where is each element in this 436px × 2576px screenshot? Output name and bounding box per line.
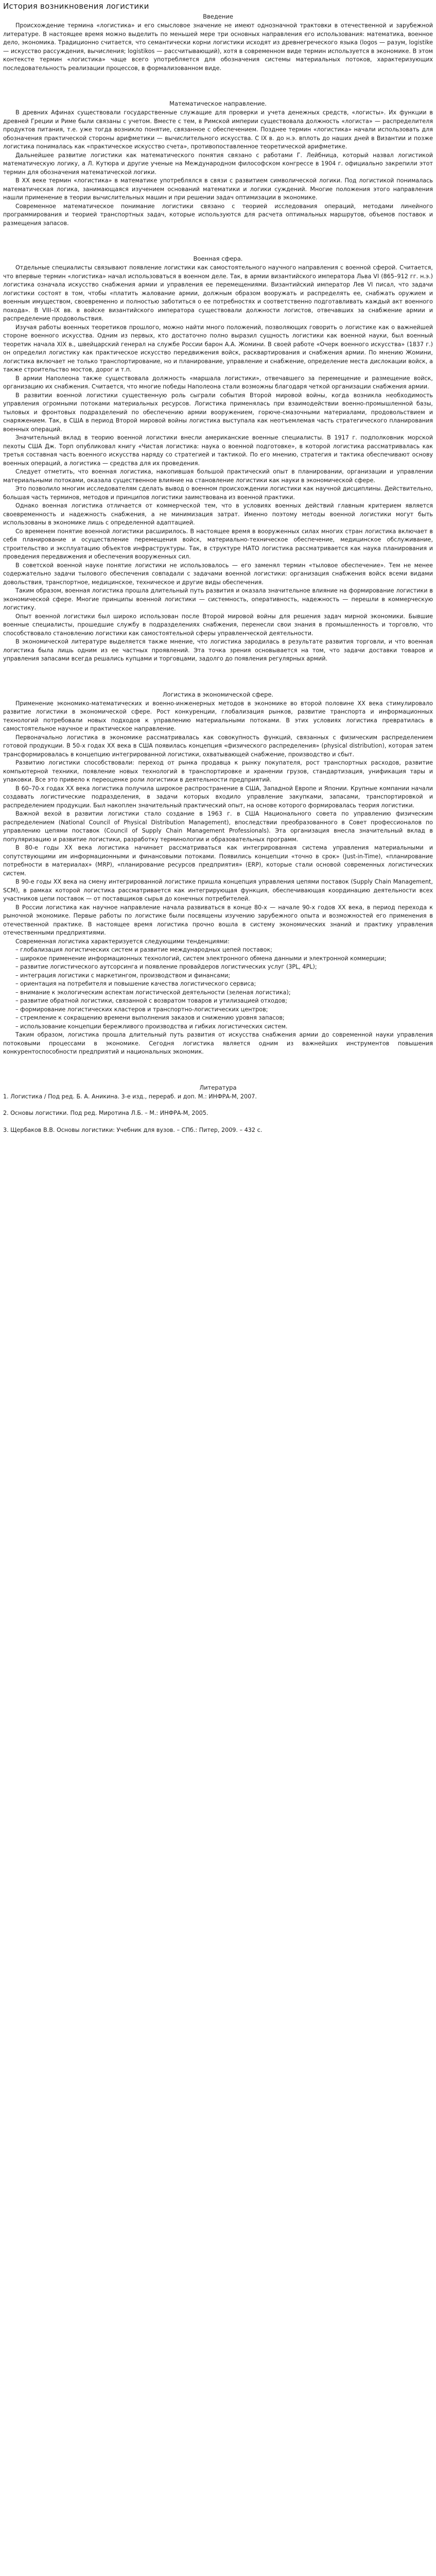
math-paragraph: Современное математическое понимание логистики связано с теорией исследования операций, методами линейного программирования и теорией транспортных задач, которые используются для расчета оптимальных маршрутов, объемов поставок и размещения запасов.: [3, 202, 433, 227]
economics-list-item: – использование концепции бережливого производства и гибких логистических систем.: [15, 1023, 288, 1030]
military-paragraph: Однако военная логистика отличается от коммерческой тем, что в условиях военных действий главным критерием является своевременность и надежность снабжения, а не минимизация затрат. Именно поэтому методы военной логистики могут быть использованы в экономике лишь с определенной адаптацией.: [3, 502, 433, 526]
economics-list-item: – широкое применение информационных технологий, систем электронного обмена данными и электронной коммерции;: [15, 955, 387, 962]
military-paragraph: Опыт военной логистики был широко использован после Второй мировой войны для решения задач мирной экономики. Бывшие военные специалисты, прошедшие службу в подразделениях снабжения, перенесли свои знания в промышленность и торговлю, что способствовало становлению логистики как самостоятельной сферы управленческой деятельности.: [3, 613, 433, 637]
military-paragraph: В советской военной науке понятие логистики не использовалось — его заменял термин «тыловое обеспечение». Тем не менее содержательно задачи тылового обеспечения совпадали с задачами военной логистики: организация снабжения войск всеми видами довольствия, транспортное, медицинское, техническое и другие виды обеспечения.: [3, 562, 433, 586]
economics-paragraph: В 80-е годы ХХ века логистика начинает рассматриваться как интегрированная система управления материальными и сопутствующими им информационными и финансовыми потоками. Появились концепции «точно в срок» (Just-in-Time), «планирование потребности в материалах» (MRP), «планирование ресурсов предприятия» (ERP), которые стали основой современных логистических систем.: [3, 844, 433, 877]
reference-item: 3. Щербаков В.В. Основы логистики: Учебник для вузов. – СПб.: Питер, 2009. – 432 с.: [3, 1126, 263, 1133]
economics-paragraph: В России логистика как научное направление начала развиваться в конце 80-х — начале 90-х годов ХХ века, в период перехода к рыночной экономике. Первые работы по логистике были посвящены изучению зарубежного опыта и возможностей его применения в отечественной практике. В настоящее время логистика прочно вошла в систему экономических знаний и практику управления отечественными предприятиями.: [3, 904, 433, 936]
military-paragraph: В армии Наполеона также существовала должность «маршала логистики», отвечавшего за перемещение и размещение войск, организацию их снабжения. Считается, что многие победы Наполеона стали возможны благодаря четкой организации снабжения армии.: [3, 375, 433, 390]
economics-list-item: – развитие логистического аутсорсинга и появление провайдеров логистических услуг (3PL, 4PL);: [15, 963, 317, 970]
economics-paragraph: Применение экономико-математических и военно-инженерных методов в экономике во второй половине XX века стимулировало развитие логистики в экономической сфере. Рост конкуренции, глобализация рынков, развитие транспорта и информационных технологий потребовали новых подходов к управлению материальными потоками. В этих условиях логистика превратилась в самостоятельное научное и практическое направление.: [3, 700, 433, 732]
military-paragraph: Отдельные специалисты связывают появление логистики как самостоятельного научного направления с военной сферой. Считается, что впервые термин «логистика» начал использоваться в военном деле. Так, в армии византийского императора Льва VI (865–912 гг. н.э.) логистика означала искусство снабжения армии и управления ее перемещениями. Византийский император Лев VI писал, что задачи логистики состоят в том, чтобы «платить жалование армии, должным образом вооружать и распределять ее, снабжать оружием и военным имуществом, своевременно и полностью заботиться о ее потребностях и соответственно подготавливать каждый акт военного похода». В VIII–IX вв. в войске византийского императора существовали должности логистов, отвечавших за снабжение армии и распределение продовольствия.: [3, 264, 433, 322]
military-paragraph: В развитии военной логистики существенную роль сыграли события Второй мировой войны, когда возникла необходимость управления огромными потоками материальных ресурсов. Логистика применялась при взаимодействии военно-промышленной базы, тыловых и фронтовых подразделений по обеспечению армии вооружением, горюче-смазочными материалами, продовольствием и снаряжением. Так, в США в период Второй мировой войны логистика выступала как неотъемлемая часть стратегического планирования военных операций.: [3, 392, 433, 433]
reference-item: 1. Логистика / Под ред. Б. А. Аникина. 3-е изд., перераб. и доп. М.: ИНФРА-М, 2007.: [3, 1093, 257, 1100]
economics-paragraph: Развитию логистики способствовали: переход от рынка продавца к рынку покупателя, рост транспортных расходов, развитие компьютерной техники, появление новых технологий в транспортировке и хранении грузов, стандартизация, унификация тары и упаковки. Все это привело к переоценке роли логистики в деятельности предприятий.: [3, 759, 433, 783]
reference-item: 2. Основы логистики. Под ред. Миротина Л.Б. – М.: ИНФРА-М, 2005.: [3, 1110, 208, 1116]
section-title-economics: Логистика в экономической сфере.: [162, 690, 274, 698]
intro-paragraph: Происхождение термина «логистика» и его смысловое значение не имеют однозначной трактовки в отечественной и зарубежной литературе. В настоящее время можно выделить по меньшей мере три основных направления его использования: математика, военное дело, экономика. Традиционно считается, что семантически корни логистики исходят из древнегреческого языка (logos — разум, logistike — искусство рассуждения, вычисления; logistikos — рассчитывающий), хотя в современном виде термин используется в экономике. В этом контексте термин «логистика» чаще всего употребляется для обозначения системы материальных потоков, характеризующих последовательность реализации процессов, в формализованном виде.: [3, 22, 433, 72]
section-title-math: Математическое направление.: [169, 100, 267, 107]
military-paragraph: Со временем понятие военной логистики расширилось. В настоящее время в вооруженных силах многих стран логистика включает в себя планирование и осуществление перемещения войск, материально-техническое обеспечение, медицинское обслуживание, строительство и эксплуатацию объектов инфраструктуры. Так, в структуре НАТО логистика рассматривается как наука планирования и проведения передвижения и обеспечения вооруженных сил.: [3, 528, 433, 560]
economics-list-item: – развитие обратной логистики, связанной с возвратом товаров и утилизацией отходов;: [15, 997, 287, 1004]
economics-paragraph: Важной вехой в развитии логистики стало создание в 1963 г. в США Национального совета по управлению физическим распределением (National Council of Physical Distribution Management), впоследствии преобразованного в Совет профессионалов по управлению цепями поставок (Council of Supply Chain Management Professionals). Эта организация внесла значительный вклад в популяризацию и развитие логистики, разработку терминологии и образовательных программ.: [3, 810, 433, 843]
math-paragraph: Дальнейшее развитие логистики как математического понятия связано с работами Г. Лейбница, который назвал логистикой математическую логику, а Л. Кутюра и другие ученые на Международном философском конгрессе в 1904 г. официально закрепили этот термин для обозначения математической логики.: [3, 151, 433, 176]
references-title: Литература: [199, 1083, 237, 1091]
military-paragraph: Таким образом, военная логистика прошла длительный путь развития и оказала значительное влияние на формирование логистики в экономической сфере. Многие принципы военной логистики — системность, оперативность, надежность — перешли в коммерческую логистику.: [3, 587, 433, 611]
section-title-military: Военная сфера.: [193, 255, 243, 262]
economics-list-item: – интеграция логистики с маркетингом, производством и финансами;: [15, 972, 231, 979]
military-paragraph: Следует отметить, что военная логистика, накопившая большой практический опыт в планировании, организации и управлении материальными потоками, оказала существенное влияние на становление логистики как науки в экономической сфере.: [3, 468, 433, 484]
military-paragraph: Это позволило многим исследователям сделать вывод о военном происхождении логистики как научной дисциплины. Действительно, большая часть терминов, методов и принципов логистики заимствована из военной практики.: [3, 485, 433, 501]
military-paragraph: Изучая работы военных теоретиков прошлого, можно найти много положений, позволяющих говорить о логистике как о важнейшей стороне военного искусства. Одним из первых, кто достаточно полно выразил сущность логистики как военной науки, был военный теоретик начала XIX в., швейцарский генерал на службе России барон А.А. Жомини. В своей работе «Очерк военного искусства» (1837 г.) он определил логистику как практическое искусство передвижения войск, расквартирования и снабжения армии. По мнению Жомини, логистика включает не только транспортирование, но и планирование, управление и снабжение, определение места дислокации войск, а также строительство мостов, дорог и т.п.: [3, 324, 433, 373]
economics-paragraph: Таким образом, логистика прошла длительный путь развития от искусства снабжения армии до современной науки управления потоковыми процессами в экономике. Сегодня логистика является одним из важнейших инструментов повышения конкурентоспособности предприятий и национальных экономик.: [3, 1031, 433, 1055]
economics-list-item: – стремление к сокращению времени выполнения заказов и снижению уровня запасов;: [15, 1014, 285, 1021]
economics-paragraph: В 90-е годы ХХ века на смену интегрированной логистике пришла концепция управления цепями поставок (Supply Chain Management, SCM), в рамках которой логистика рассматривается как интегрирующая функция, обеспечивающая координацию деятельности всех участников цепи поставок — от поставщиков сырья до конечных потребителей.: [3, 878, 433, 902]
economics-list-item: – внимание к экологическим аспектам логистической деятельности (зеленая логистика);: [15, 989, 291, 996]
page-title: История возникновения логистики: [3, 2, 149, 11]
economics-paragraph: Первоначально логистика в экономике рассматривалась как совокупность функций, связанных с физическим распределением готовой продукции. В 50-х годах ХХ века в США появилась концепция «физического распределения» (physical distribution), которая затем трансформировалась в концепцию интегрированной логистики, охватывающей снабжение, производство и сбыт.: [3, 734, 433, 758]
economics-list-item: – глобализация логистических систем и развитие международных цепей поставок;: [15, 946, 273, 953]
section-title-intro: Введение: [203, 13, 233, 20]
military-paragraph: Значительный вклад в теорию военной логистики внесли американские военные специалисты. В 1917 г. подполковник морской пехоты США Дж. Торп опубликовал книгу «Чистая логистика: наука о военной подготовке», в которой логистика рассматривалась как третья составная часть военного искусства наряду со стратегией и тактикой. По его мнению, стратегия и тактика обеспечивают основу военных операций, а логистика — средства для их проведения.: [3, 434, 433, 467]
economics-paragraph: Современная логистика характеризуется следующими тенденциями:: [15, 938, 230, 945]
math-paragraph: В ХХ веке термин «логистика» в математике употреблялся в связи с развитием символической логики. Под логистикой понималась математическая логика, занимающаяся изучением оснований математики и логики суждений. Многие положения этого направления нашли применение в теории вычислительных машин и при решении задач оптимизации в экономике.: [3, 177, 433, 201]
economics-list-item: – формирование логистических кластеров и транспортно-логистических центров;: [15, 1006, 268, 1013]
military-paragraph: В экономической литературе выделяется также мнение, что логистика зародилась в результате развития торговли, и что военная логистика была лишь одним из ее частных проявлений. Эта точка зрения основывается на том, что задачи доставки товаров и управления запасами всегда решались купцами и торговцами, задолго до появления регулярных армий.: [3, 638, 433, 662]
math-paragraph: В древних Афинах существовали государственные служащие для проверки и учета денежных средств, «логисты». Их функции в древней Греции и Риме были связаны с учетом. Вместе с тем, в Римской империи существовала должность «логиста» — распределителя продуктов питания, т.е. уже тогда возникло понятие, связанное с обеспечением. Позднее термин «логистика» начали использовать для обозначения практической стороны арифметики — вычислительного искусства. С IX в. до н.э. вплоть до наших дней в Византии и позже логистика понималась как «практическое искусство счета», противопоставленное теоретической арифметике.: [3, 109, 433, 150]
economics-paragraph: В 60–70-х годах ХХ века логистика получила широкое распространение в США, Западной Европе и Японии. Крупные компании начали создавать логистические подразделения, в задачи которых входило управление закупками, запасами, транспортировкой и распределением продукции. Был накоплен значительный практический опыт, на основе которого формировалась теория логистики.: [3, 785, 433, 809]
economics-list-item: – ориентация на потребителя и повышение качества логистического сервиса;: [15, 980, 256, 987]
references-list: [3, 1093, 433, 1135]
